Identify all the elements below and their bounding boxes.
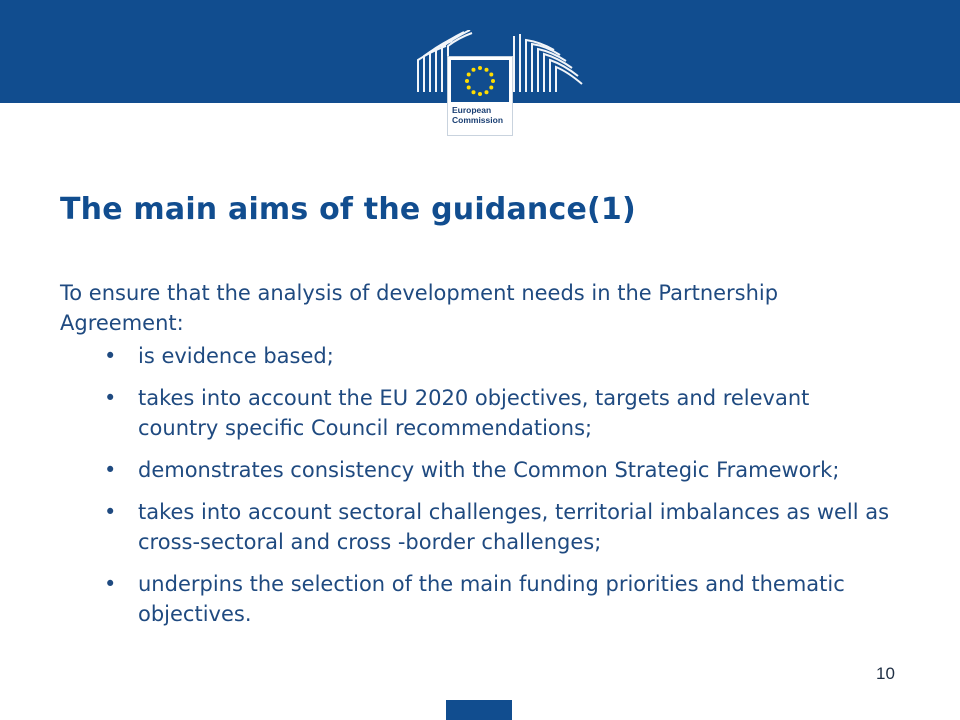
list-item [104,569,894,629]
footer-tab [446,700,512,720]
bullet-text: underpins the selection of the main funding priorities and thematic objectives. [138,572,845,626]
logo-text-line-2: Commission [452,115,504,125]
page-number: 10 [876,664,895,683]
bullet-icon: • [104,344,117,368]
ec-logo-box [447,56,513,136]
intro-text: To ensure that the analysis of development needs in the Partnership Agreement: [60,281,779,335]
eu-flag-icon [451,60,509,102]
bullet-text: is evidence based; [138,344,334,368]
bullet-text: takes into account the EU 2020 objectives, targets and relevant country specific Council recommendations; [138,386,810,440]
bullet-icon: • [104,458,117,482]
bullet-icon: • [104,500,117,524]
logo-text [452,105,512,125]
list-item [104,383,894,443]
bullet-text: demonstrates consistency with the Common Strategic Framework; [138,458,840,482]
eu-stars-icon [451,60,509,102]
list-item [104,341,894,371]
bullet-list [104,341,894,641]
list-item [104,455,894,485]
list-item [104,497,894,557]
bullet-text: takes into account sectoral challenges, territorial imbalances as well as cross-sectoral and cross -border challenges; [138,500,890,554]
logo-text-line-1: European [452,105,492,115]
bullet-icon: • [104,386,117,410]
bullet-icon: • [104,572,117,596]
slide-title: The main aims of the guidance(1) [60,192,636,227]
